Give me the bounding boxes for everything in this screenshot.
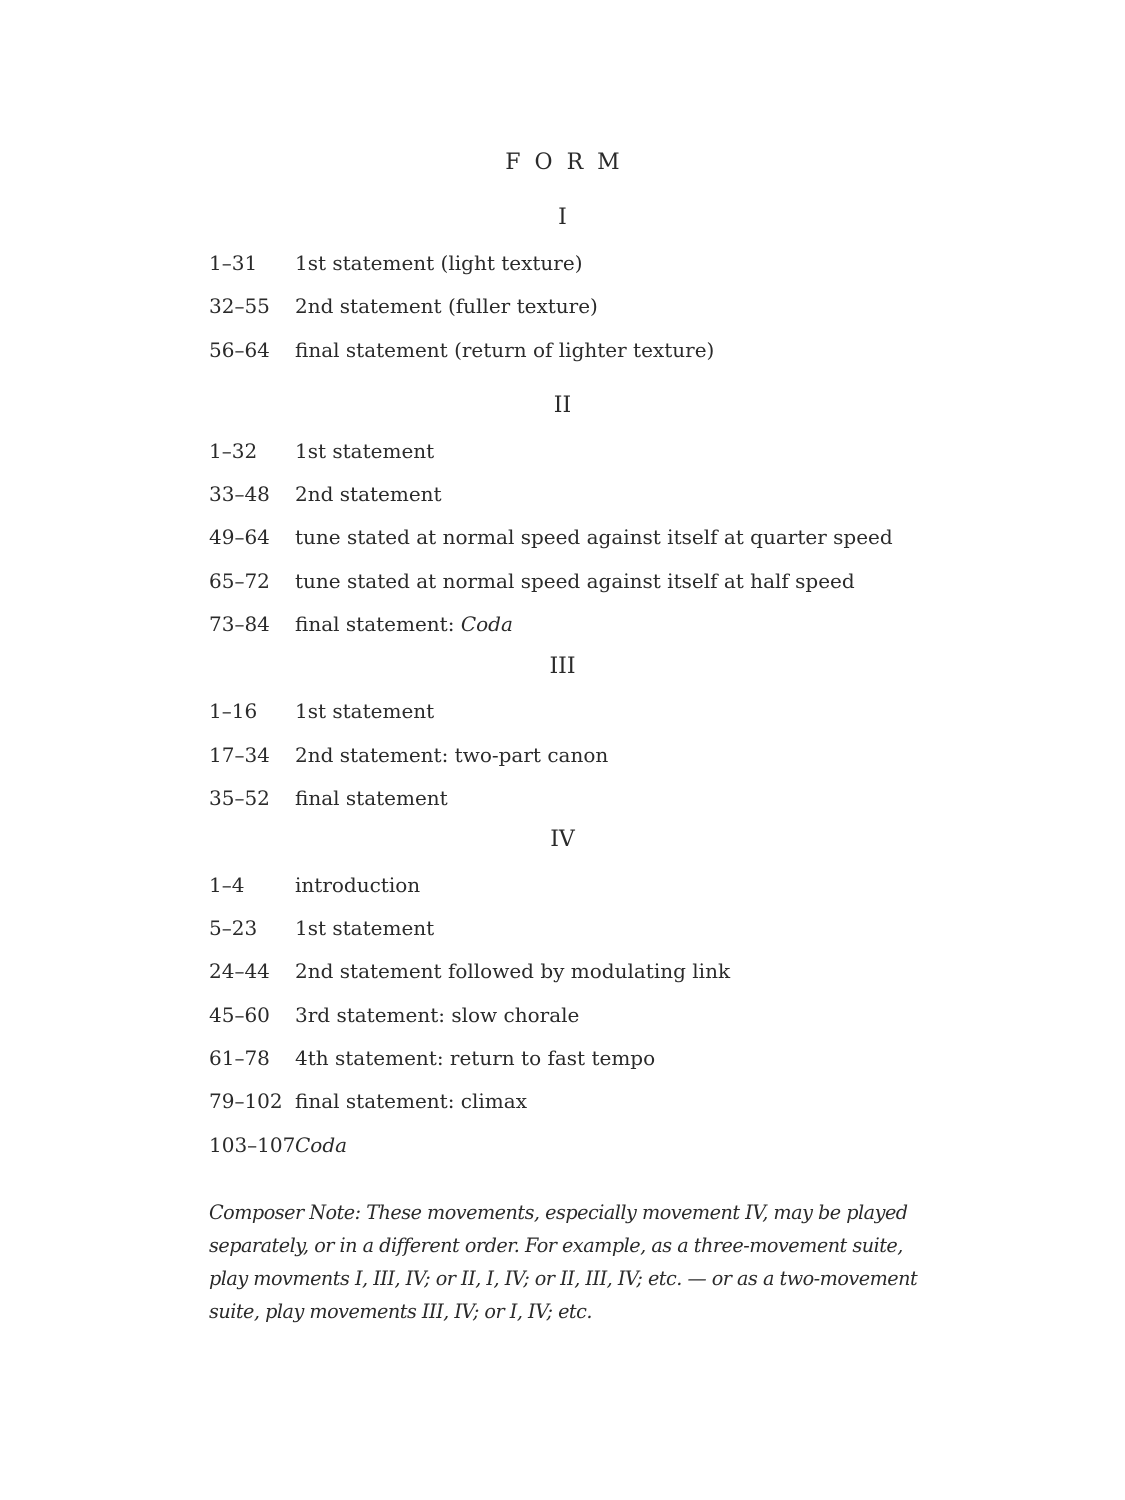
section-description: 3rd statement: slow chorale	[295, 1003, 580, 1027]
description-text: final statement:	[295, 612, 455, 636]
measure-range: 1–32	[209, 439, 258, 463]
measure-range: 73–84	[209, 612, 270, 636]
measure-range: 56–64	[209, 338, 270, 362]
table-row	[209, 336, 1009, 364]
measure-range: 1–31	[209, 251, 258, 275]
section-description: 2nd statement	[295, 482, 442, 506]
measure-range: 45–60	[209, 1003, 270, 1027]
table-row	[209, 610, 1009, 638]
section-description: 1st statement (light texture)	[295, 251, 583, 275]
movement-heading-iii: III	[549, 654, 576, 679]
section-description: tune stated at normal speed against itself at half speed	[295, 569, 855, 593]
measure-range: 35–52	[209, 786, 270, 810]
section-description: 1st statement	[295, 916, 435, 940]
section-description	[295, 1131, 347, 1159]
table-row	[209, 741, 1009, 769]
coda-label: Coda	[460, 612, 513, 636]
table-row	[209, 480, 1009, 508]
section-description: final statement	[295, 786, 448, 810]
measure-range: 5–23	[209, 916, 258, 940]
table-row	[209, 523, 1009, 551]
section-description: 1st statement	[295, 439, 435, 463]
table-row	[209, 1044, 1009, 1072]
measure-range: 17–34	[209, 743, 270, 767]
measure-range: 79–102	[209, 1089, 283, 1113]
measure-range: 32–55	[209, 294, 270, 318]
measure-range: 33–48	[209, 482, 270, 506]
section-description: 2nd statement (fuller texture)	[295, 294, 598, 318]
table-row	[209, 914, 1009, 942]
section-description: 4th statement: return to fast tempo	[295, 1046, 656, 1070]
page-title: FORM	[505, 150, 634, 175]
table-row	[209, 1001, 1009, 1029]
measure-range: 103–107	[209, 1133, 296, 1157]
table-row	[209, 957, 1009, 985]
movement-heading-i: I	[558, 205, 567, 230]
section-description	[295, 610, 513, 638]
table-row	[209, 437, 1009, 465]
table-row	[209, 784, 1009, 812]
table-row	[209, 567, 1009, 595]
measure-range: 1–4	[209, 873, 245, 897]
measure-range: 1–16	[209, 699, 258, 723]
table-row	[209, 871, 1009, 899]
section-description: tune stated at normal speed against itself at quarter speed	[295, 525, 893, 549]
table-row	[209, 1131, 1009, 1159]
section-description: 2nd statement followed by modulating link	[295, 959, 731, 983]
measure-range: 49–64	[209, 525, 270, 549]
table-row	[209, 697, 1009, 725]
table-row	[209, 1087, 1009, 1115]
movement-heading-iv: IV	[550, 827, 575, 852]
table-row	[209, 249, 1009, 277]
section-description: introduction	[295, 873, 421, 897]
composer-note: Composer Note: These movements, especially movement IV, may be played separately, or in a different order. For example, as a three-movement suite, play movments I, III, IV; or II, I, IV; or II, III, IV; etc. — or as a two-movement suite, play movements III, IV; or I, IV; etc.	[209, 1201, 918, 1323]
table-row	[209, 292, 1009, 320]
section-description: 2nd statement: two-part canon	[295, 743, 609, 767]
section-description: final statement (return of lighter texture)	[295, 338, 715, 362]
movement-heading-ii: II	[553, 393, 572, 418]
section-description: final statement: climax	[295, 1089, 527, 1113]
section-description: 1st statement	[295, 699, 435, 723]
measure-range: 24–44	[209, 959, 270, 983]
measure-range: 61–78	[209, 1046, 270, 1070]
coda-label: Coda	[295, 1133, 348, 1157]
measure-range: 65–72	[209, 569, 270, 593]
